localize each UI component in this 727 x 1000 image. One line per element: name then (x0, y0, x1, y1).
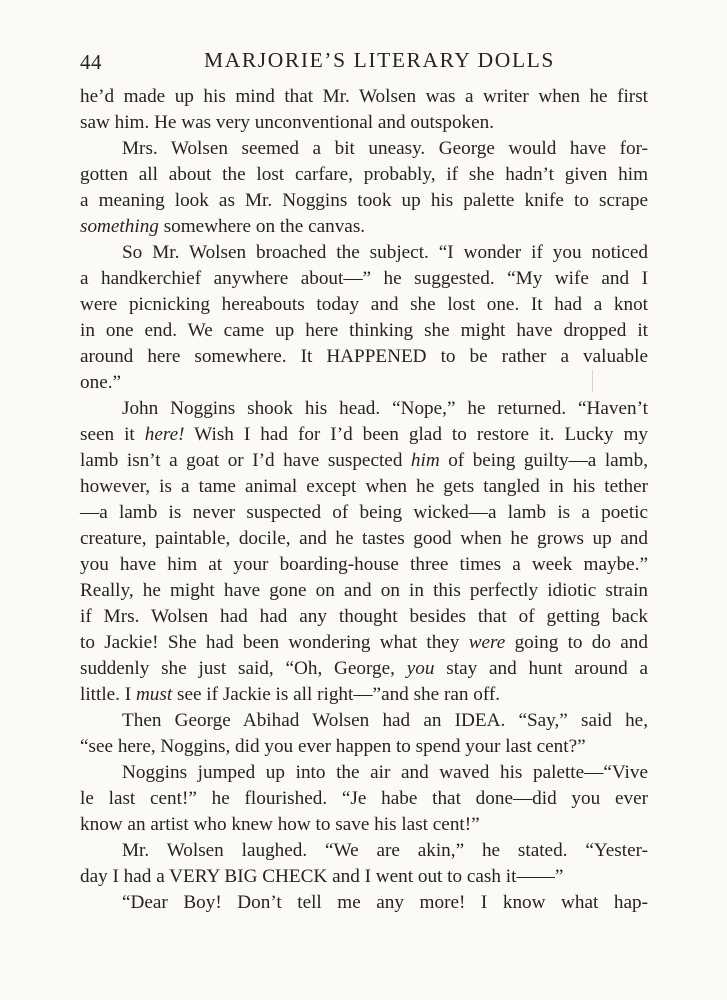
text-line (80, 292, 648, 318)
text-line (80, 526, 648, 552)
text-segment: little. I (80, 684, 136, 705)
text-segment: going to do and (505, 632, 648, 653)
text-segment: a handkerchief anywhere about—” he suggested. “My wife and I (80, 268, 648, 289)
text-line (80, 708, 648, 734)
text-segment: gotten all about the lost carfare, probably, if she hadn’t given him (80, 164, 648, 185)
text-line (80, 474, 648, 500)
text-segment: stay and hunt around a (434, 658, 648, 679)
italic-text: him (410, 450, 440, 471)
text-segment: “see here, Noggins, did you ever happen to spend your last cent?” (80, 736, 586, 757)
scan-mark (592, 370, 593, 392)
text-line (80, 318, 648, 344)
text-line (80, 864, 648, 890)
text-segment: around here somewhere. It HAPPENED to be rather a valuable (80, 346, 648, 367)
page-number: 44 (80, 50, 102, 74)
italic-text: must (135, 684, 173, 705)
text-line (80, 422, 648, 448)
text-line (80, 344, 648, 370)
text-line (80, 838, 648, 864)
text-segment: Mr. Wolsen laughed. “We are akin,” he stated. “Yester- (122, 840, 648, 861)
body-text (80, 84, 648, 916)
text-line (80, 734, 648, 760)
text-segment: lamb isn’t a goat or I’d have suspected (80, 450, 411, 471)
text-line (80, 136, 648, 162)
text-line (80, 812, 648, 838)
text-segment: Then George Abihad Wolsen had an IDEA. “Say,” said he, (122, 710, 648, 731)
text-line (80, 682, 648, 708)
text-line (80, 396, 648, 422)
text-segment: Mrs. Wolsen seemed a bit uneasy. George would have for- (122, 138, 648, 159)
text-segment: one.” (80, 372, 122, 393)
text-line (80, 240, 648, 266)
text-line (80, 552, 648, 578)
text-segment: seen it (80, 424, 145, 445)
italic-text: here! (144, 424, 185, 445)
text-segment: if Mrs. Wolsen had had any thought besides that of getting back (80, 606, 648, 627)
text-segment: however, is a tame animal except when he gets tangled in his tether (80, 476, 648, 497)
text-segment: Wish I had for I’d been glad to restore it. Lucky my (184, 424, 648, 445)
text-segment: to Jackie! She had been wondering what they (80, 632, 469, 653)
running-title: MARJORIE’S LITERARY DOLLS (204, 48, 555, 72)
text-segment: saw him. He was very unconventional and outspoken. (80, 112, 495, 133)
text-segment: “Dear Boy! Don’t tell me any more! I know what hap- (122, 892, 648, 913)
italic-text: you (406, 658, 435, 679)
text-segment: le last cent!” he flourished. “Je habe that done—did you ever (80, 788, 648, 809)
italic-text: something (80, 216, 159, 237)
text-segment: somewhere on the canvas. (158, 216, 366, 237)
text-line (80, 214, 648, 240)
text-segment: see if Jackie is all right—”and she ran off. (172, 684, 501, 705)
text-line (80, 890, 648, 916)
text-line (80, 188, 648, 214)
text-segment: he’d made up his mind that Mr. Wolsen was a writer when he first (80, 86, 648, 107)
text-line (80, 786, 648, 812)
text-line (80, 630, 648, 656)
text-segment: suddenly she just said, “Oh, George, (80, 658, 407, 679)
text-segment: know an artist who knew how to save his last cent!” (80, 814, 480, 835)
text-segment: in one end. We came up here thinking she might have dropped it (80, 320, 648, 341)
text-segment: you have him at your boarding-house three times a week maybe.” (80, 554, 648, 575)
text-line (80, 370, 648, 396)
text-segment: of being guilty—a lamb, (439, 450, 648, 471)
text-segment: were picnicking hereabouts today and she lost one. It had a knot (80, 294, 648, 315)
text-segment: John Noggins shook his head. “Nope,” he returned. “Haven’t (122, 398, 648, 419)
text-line (80, 448, 648, 474)
text-segment: So Mr. Wolsen broached the subject. “I wonder if you noticed (122, 242, 648, 263)
text-line (80, 500, 648, 526)
text-line (80, 656, 648, 682)
text-line (80, 162, 648, 188)
text-segment: creature, paintable, docile, and he tastes good when he grows up and (80, 528, 648, 549)
text-line (80, 760, 648, 786)
text-line (80, 578, 648, 604)
text-line (80, 604, 648, 630)
text-segment: —a lamb is never suspected of being wicked—a lamb is a poetic (80, 502, 648, 523)
text-line (80, 266, 648, 292)
text-segment: a meaning look as Mr. Noggins took up his palette knife to scrape (80, 190, 648, 211)
page-header (80, 46, 648, 76)
text-segment: Noggins jumped up into the air and waved his palette—“Vive (122, 762, 648, 783)
text-line (80, 110, 648, 136)
text-segment: day I had a VERY BIG CHECK and I went out to cash it——” (80, 866, 564, 887)
italic-text: were (468, 632, 506, 653)
text-segment: Really, he might have gone on and on in this perfectly idiotic strain (80, 580, 648, 601)
text-line (80, 84, 648, 110)
